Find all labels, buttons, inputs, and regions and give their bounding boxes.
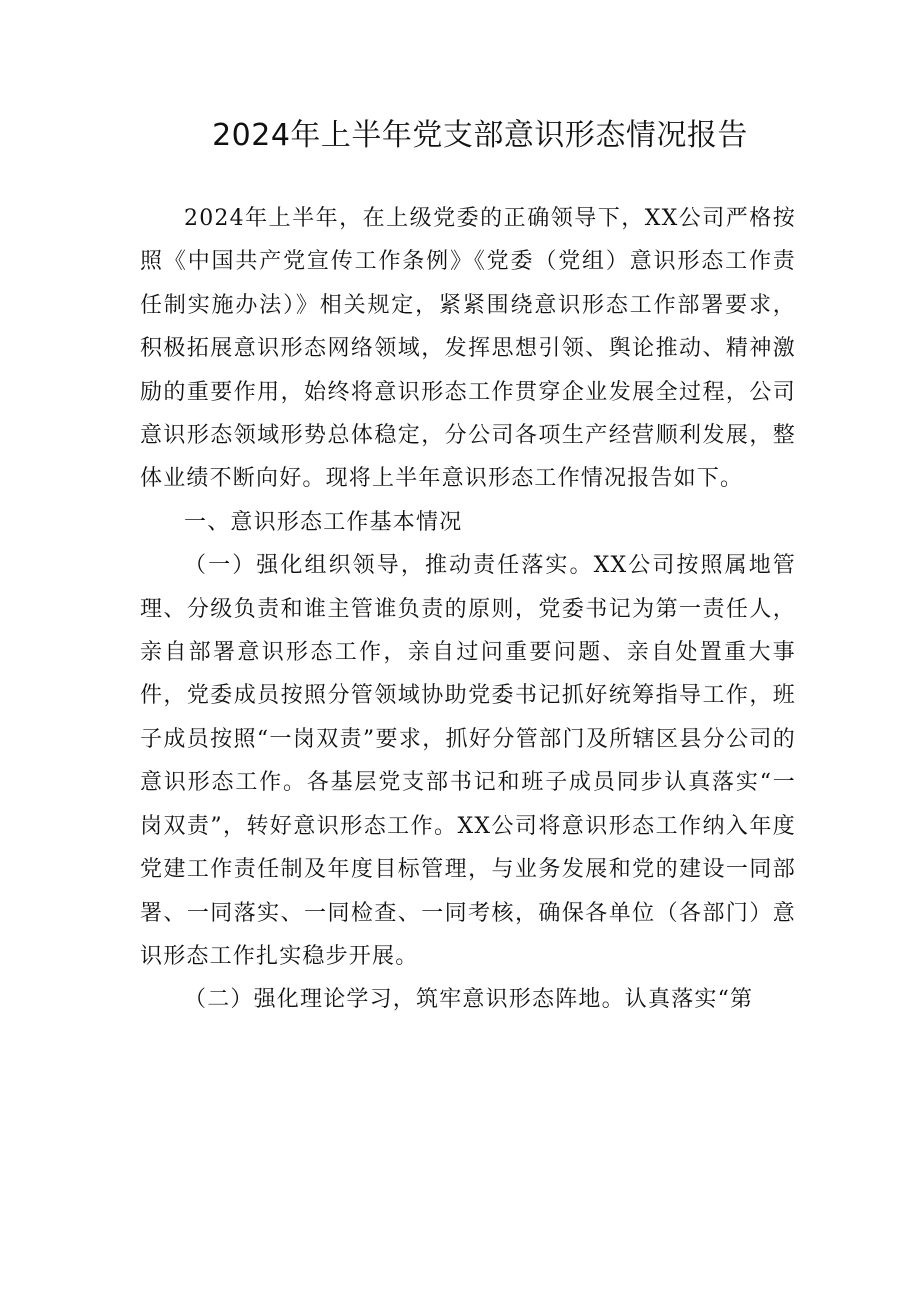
subsection-paragraph-1: （一）强化组织领导，推动责任落实。XX公司按照属地管理、分级负责和谁主管谁负责的原则，党委书记为第一责任人，亲自部署意识形态工作，亲自过问重要问题、亲自处置重大事件，党委成员按照分管领域协助党委书记抓好统筹指导工作，班子成员按照“一岗双责”要求，抓好分管部门及所辖区县分公司的意识形态工作。各基层党支部书记和班子成员同步认真落实“一岗双责”，转好意识形态工作。XX公司将意识形态工作纳入年度党建工作责任制及年度目标管理，与业务发展和党的建设一同部署、一同落实、一同检查、一同考核，确保各单位（各部门）意识形态工作扎实稳步开展。 bbox=[140, 553, 796, 969]
document-body bbox=[140, 197, 796, 1022]
intro-paragraph: 2024年上半年，在上级党委的正确领导下，XX公司严格按照《中国共产党宣传工作条例》《党委（党组）意识形态工作责任制实施办法）》相关规定，紧紧围绕意识形态工作部署要求，积极拓展意识形态网络领域，发挥思想引领、舆论推动、精神激励的重要作用，始终将意识形态工作贯穿企业发展全过程，公司意识形态领域形势总体稳定，分公司各项生产经营顺利发展，整体业绩不断向好。现将上半年意识形态工作情况报告如下。 bbox=[140, 206, 796, 492]
subsection-paragraph-2: （二）强化理论学习，筑牢意识形态阵地。认真落实“第 bbox=[184, 987, 754, 1013]
document-title: 2024年上半年党支部意识形态情况报告 bbox=[212, 118, 748, 153]
section-heading-1: 一、意识形态工作基本情况 bbox=[184, 509, 463, 535]
